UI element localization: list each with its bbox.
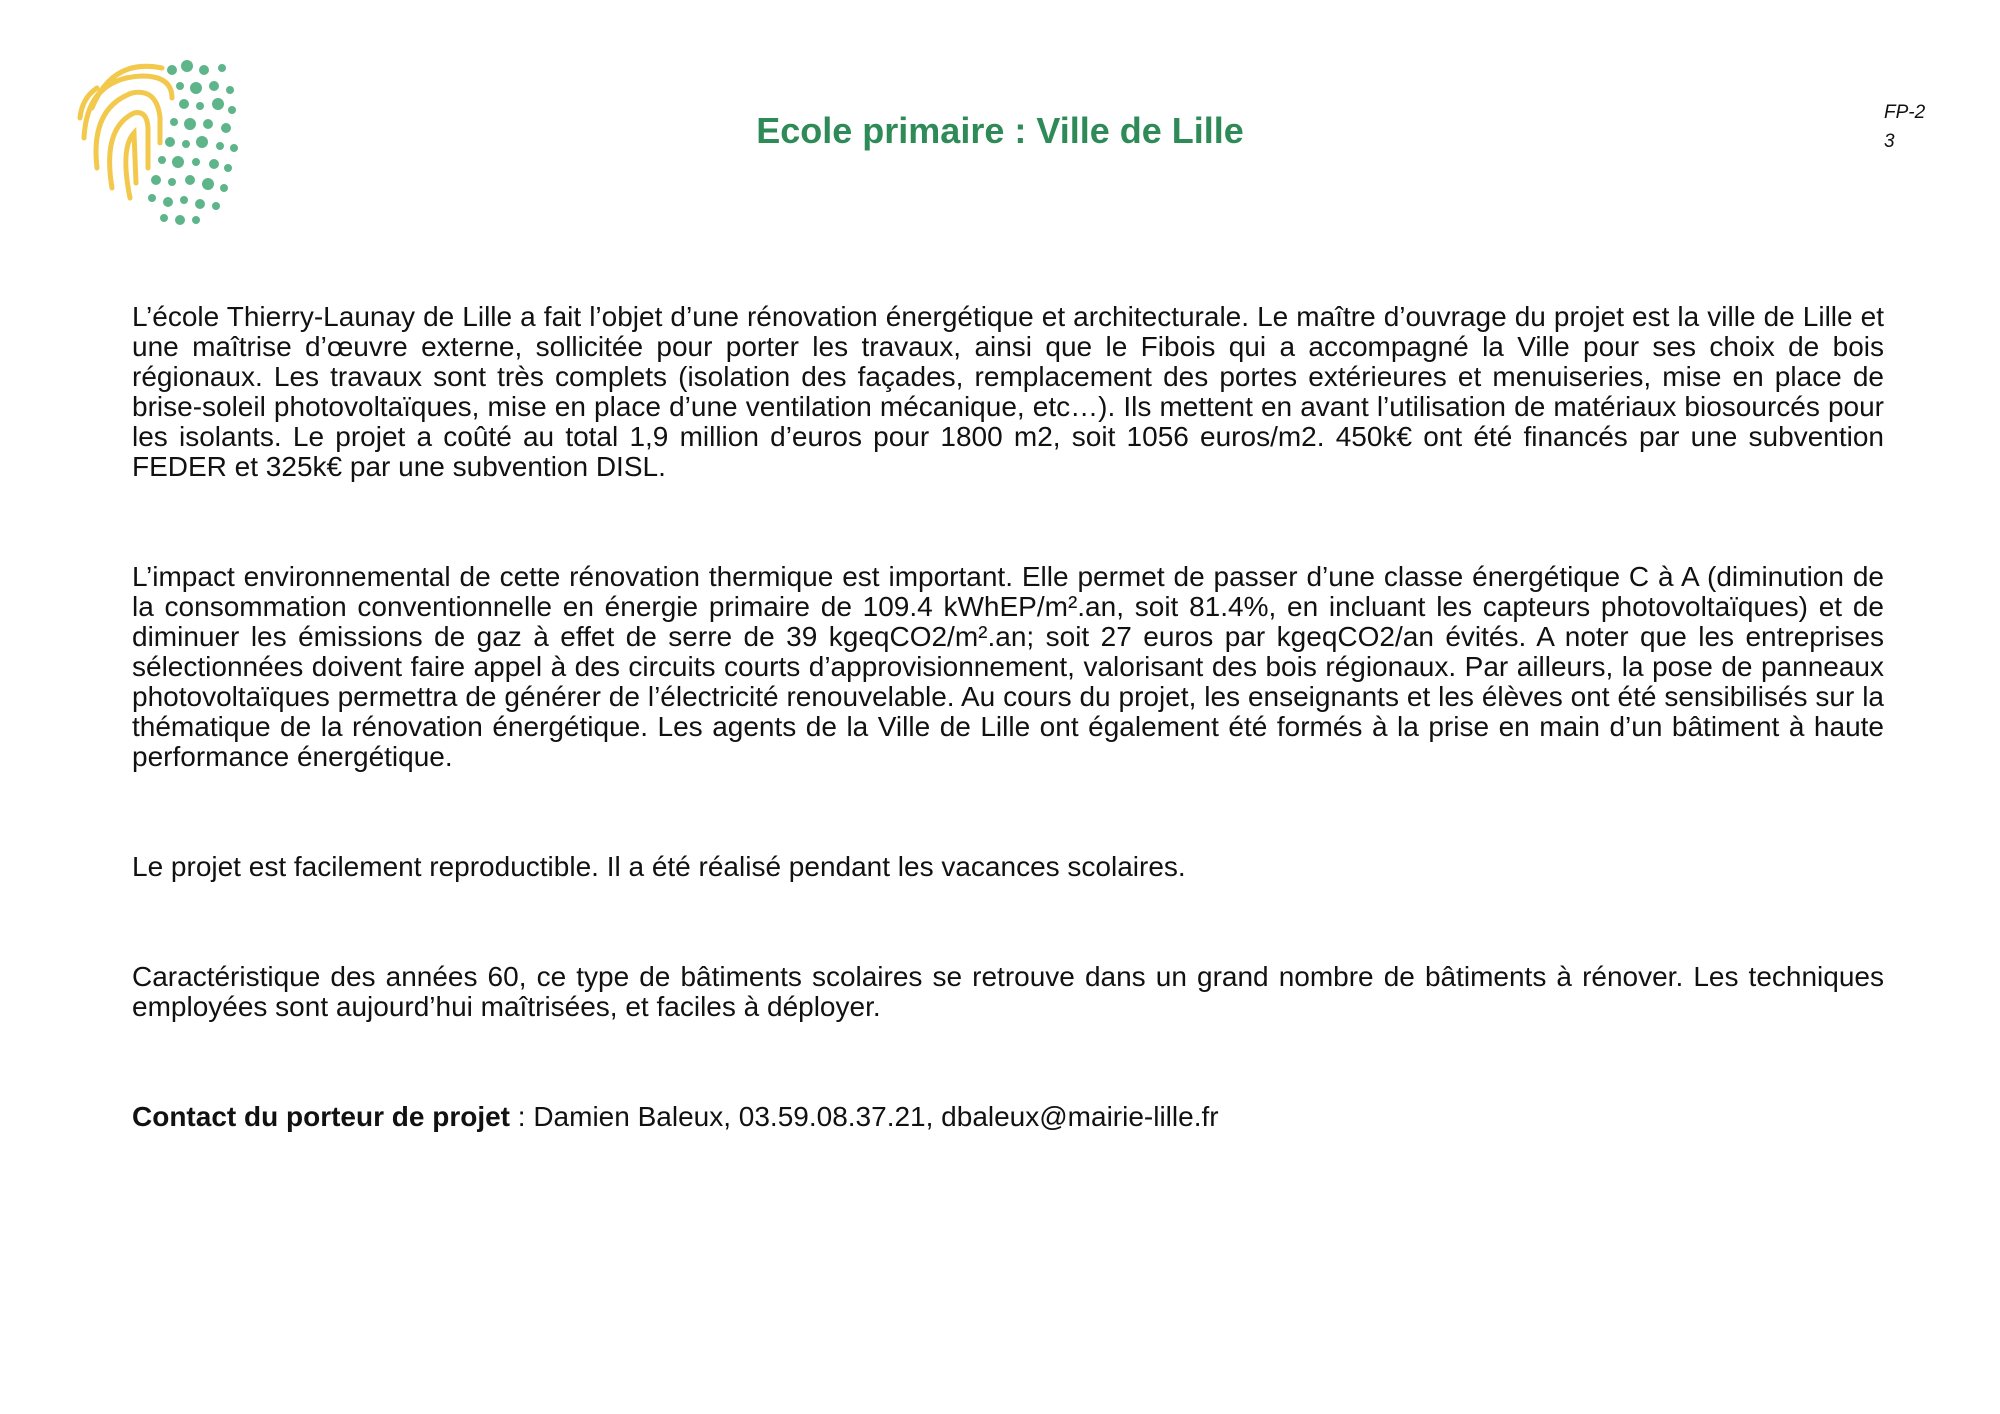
reference-code-line2: 3 xyxy=(1884,131,1895,152)
paragraph-project-description: L’école Thierry-Launay de Lille a fait l’objet d’une rénovation énergétique et architecturale. Le maître d’ouvrage du projet est la ville de Lille et une maîtrise d’œuvre externe, sollicitée pour porter les travaux, ainsi que le Fibois qui a accompagné la Ville pour ses choix de bois régionaux. Les travaux sont très complets (isolation des façades, remplacement des portes extérieures et menuiseries, mise en place de brise-soleil photovoltaïques, mise en place d’une ventilation mécanique, etc…). Ils mettent en avant l’utilisation de matériaux biosourcés pour les isolants. Le projet a coûté au total 1,9 million d’euros pour 1800 m2, soit 1056 euros/m2. 450k€ ont été financés par une subvention FEDER et 325k€ par une subvention DISL. xyxy=(132,301,1884,482)
contact-line xyxy=(132,1102,1884,1132)
contact-details: : Damien Baleux, 03.59.08.37.21, dbaleux@mairie-lille.fr xyxy=(510,1101,1219,1132)
paragraph-environmental-impact: L’impact environnemental de cette rénovation thermique est important. Elle permet de passer d’une classe énergétique C à A (diminution de la consommation conventionnelle en énergie primaire de 109.4 kWhEP/m².an, soit 81.4%, en incluant les capteurs photovoltaïques) et de diminuer les émissions de gaz à effet de serre de 39 kgeqCO2/m².an; soit 27 euros par kgeqCO2/an évités. A noter que les entreprises sélectionnées doivent faire appel à des circuits courts d’approvisionnement, valorisant des bois régionaux. Par ailleurs, la pose de panneaux photovoltaïques permettra de générer de l’électricité renouvelable. Au cours du projet, les enseignants et les élèves ont été sensibilisés sur la thématique de la rénovation énergétique. Les agents de la Ville de Lille ont également été formés à la prise en main d’un bâtiment à haute performance énergétique. xyxy=(132,561,1884,772)
paragraph-characteristics: Caractéristique des années 60, ce type de bâtiments scolaires se retrouve dans un grand nombre de bâtiments à rénover. Les techniques employées sont aujourd’hui maîtrisées, et faciles à déployer. xyxy=(132,961,1884,1022)
document-body xyxy=(132,302,1884,1132)
page-title: Ecole primaire : Ville de Lille xyxy=(756,110,1244,151)
reference-code-line1: FP-2 xyxy=(1884,102,1926,123)
reference-code xyxy=(1884,98,1925,156)
paragraph-reproducibility: Le projet est facilement reproductible. Il a été réalisé pendant les vacances scolaires. xyxy=(132,851,1186,882)
contact-label: Contact du porteur de projet xyxy=(132,1101,510,1132)
